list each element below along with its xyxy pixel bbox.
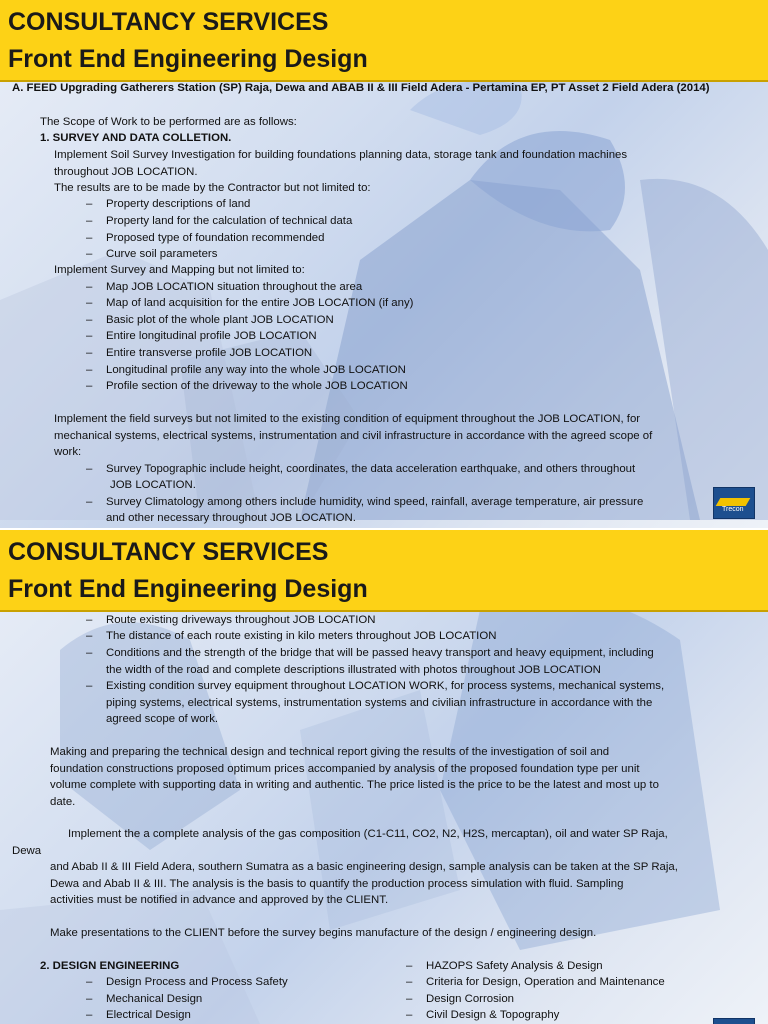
- text-line: activities must be notified in advance and approved by the CLIENT.: [50, 894, 389, 906]
- bullet-dash: –: [86, 248, 93, 260]
- bullet-dash: –: [86, 496, 93, 508]
- bullet-dash: –: [86, 993, 93, 1005]
- list-item: Entire transverse profile JOB LOCATION: [106, 347, 313, 359]
- slide-2: [0, 530, 768, 1024]
- text-line: The Scope of Work to be performed are as follows:: [40, 116, 297, 128]
- text-line: foundation constructions proposed optimum prices accompanied by analysis of the proposed foundation type per unit: [50, 763, 640, 775]
- bullet-dash: –: [86, 680, 93, 692]
- text-line: volume complete with supporting data in writing and authentic. The price listed is the price to be the latest and most up to: [50, 779, 659, 791]
- bullet-dash: –: [86, 1009, 93, 1021]
- list-item: Civil Design & Topography: [426, 1009, 560, 1021]
- list-item: Map JOB LOCATION situation throughout the area: [106, 281, 363, 293]
- slide-1-title: CONSULTANCY SERVICES: [8, 8, 329, 36]
- slide-2-title: CONSULTANCY SERVICES: [8, 538, 329, 566]
- slide-2-header: [0, 530, 768, 612]
- bullet-dash: –: [406, 1009, 413, 1021]
- bullet-dash: –: [86, 976, 93, 988]
- bullet-dash: –: [406, 993, 413, 1005]
- list-item: Longitudinal profile any way into the whole JOB LOCATION: [106, 364, 406, 376]
- text-line: Make presentations to the CLIENT before the survey begins manufacture of the design / engineering design.: [50, 927, 597, 939]
- text-line: 1. SURVEY AND DATA COLLETION.: [40, 132, 232, 144]
- list-item: Entire longitudinal profile JOB LOCATION: [106, 330, 317, 342]
- list-item: The distance of each route existing in kilo meters throughout JOB LOCATION: [106, 630, 497, 642]
- list-item: Profile section of the driveway to the whole JOB LOCATION: [106, 380, 408, 392]
- list-item: Design Corrosion: [426, 993, 514, 1005]
- text-line: Implement Survey and Mapping but not limited to:: [54, 264, 305, 276]
- text-line: Implement the field surveys but not limited to the existing condition of equipment throughout the JOB LOCATION, for: [54, 413, 641, 425]
- slide-1-header: [0, 0, 768, 82]
- list-item: Electrical Design: [106, 1009, 191, 1021]
- logo-text: Trecon: [722, 506, 744, 513]
- list-item: Route existing driveways throughout JOB LOCATION: [106, 614, 376, 626]
- list-item: HAZOPS Safety Analysis & Design: [426, 960, 603, 972]
- text-line: piping systems, electrical systems, instrumentation systems and civilian infrastructure in accordance with the: [106, 697, 653, 709]
- bullet-dash: –: [86, 614, 93, 626]
- bullet-dash: –: [86, 380, 93, 392]
- list-item: Criteria for Design, Operation and Maintenance: [426, 976, 665, 988]
- list-item: Property land for the calculation of technical data: [106, 215, 353, 227]
- bullet-dash: –: [86, 463, 93, 475]
- text-line: throughout JOB LOCATION.: [54, 166, 198, 178]
- text-line: Dewa: [12, 845, 42, 857]
- company-logo-icon-partial: [713, 1018, 755, 1024]
- list-item: Basic plot of the whole plant JOB LOCATION: [106, 314, 334, 326]
- list-item: Design Process and Process Safety: [106, 976, 288, 988]
- text-line: work:: [54, 446, 82, 458]
- bullet-dash: –: [86, 281, 93, 293]
- bullet-dash: –: [86, 630, 93, 642]
- text-line: JOB LOCATION.: [110, 479, 196, 491]
- text-line: Making and preparing the technical design and technical report giving the results of the investigation of soil and: [50, 746, 610, 758]
- bullet-dash: –: [406, 976, 413, 988]
- text-line: Dewa and Abab II & III. The analysis is the basis to quantify the production process simulation with fluid. Sampling: [50, 878, 624, 890]
- list-item: Property descriptions of land: [106, 198, 251, 210]
- bullet-dash: –: [86, 314, 93, 326]
- text-line: mechanical systems, electrical systems, instrumentation and civil infrastructure in accordance with the agreed scope of: [54, 430, 653, 442]
- text-line: date.: [50, 796, 76, 808]
- text-line: and other necessary throughout JOB LOCATION.: [106, 512, 356, 524]
- text-line: and Abab II & III Field Adera, southern Sumatra as a basic engineering design, sample analysis can be taken at the SP Raja,: [50, 861, 678, 873]
- bullet-dash: –: [86, 297, 93, 309]
- bullet-dash: –: [86, 364, 93, 376]
- list-item: Existing condition survey equipment throughout LOCATION WORK, for process systems, mechanical systems,: [106, 680, 665, 692]
- bullet-dash: –: [86, 232, 93, 244]
- text-line: A. FEED Upgrading Gatherers Station (SP) Raja, Dewa and ABAB II & III Field Adera - Pertamina EP, PT Asset 2 Field Adera (2014): [12, 82, 710, 94]
- slide-2-subtitle: Front End Engineering Design: [8, 575, 368, 603]
- text-line: agreed scope of work.: [106, 713, 219, 725]
- text-line: Implement Soil Survey Investigation for building foundations planning data, storage tank and foundation machines: [54, 149, 628, 161]
- text-line: the width of the road and complete descriptions illustrated with photos throughout JOB LOCATION: [106, 664, 601, 676]
- company-logo-icon: [713, 487, 755, 519]
- list-item: Proposed type of foundation recommended: [106, 232, 325, 244]
- list-item: Mechanical Design: [106, 993, 203, 1005]
- bullet-dash: –: [86, 215, 93, 227]
- list-item: Conditions and the strength of the bridge that will be passed heavy transport and heavy equipment, including: [106, 647, 654, 659]
- slide-1-subtitle: Front End Engineering Design: [8, 45, 368, 73]
- bullet-dash: –: [86, 330, 93, 342]
- bullet-dash: –: [86, 347, 93, 359]
- list-item: Survey Climatology among others include humidity, wind speed, rainfall, average temperature, air pressure: [106, 496, 644, 508]
- list-item: Survey Topographic include height, coordinates, the data acceleration earthquake, and others throughout: [106, 463, 636, 475]
- list-item: Map of land acquisition for the entire JOB LOCATION (if any): [106, 297, 414, 309]
- text-line: Implement the a complete analysis of the gas composition (C1-C11, CO2, N2, H2S, mercaptan), oil and water SP Raja,: [68, 828, 668, 840]
- bullet-dash: –: [86, 198, 93, 210]
- bullet-dash: –: [406, 960, 413, 972]
- bullet-dash: –: [86, 647, 93, 659]
- text-line: The results are to be made by the Contractor but not limited to:: [54, 182, 371, 194]
- list-item: Curve soil parameters: [106, 248, 218, 260]
- text-line: 2. DESIGN ENGINEERING: [40, 960, 180, 972]
